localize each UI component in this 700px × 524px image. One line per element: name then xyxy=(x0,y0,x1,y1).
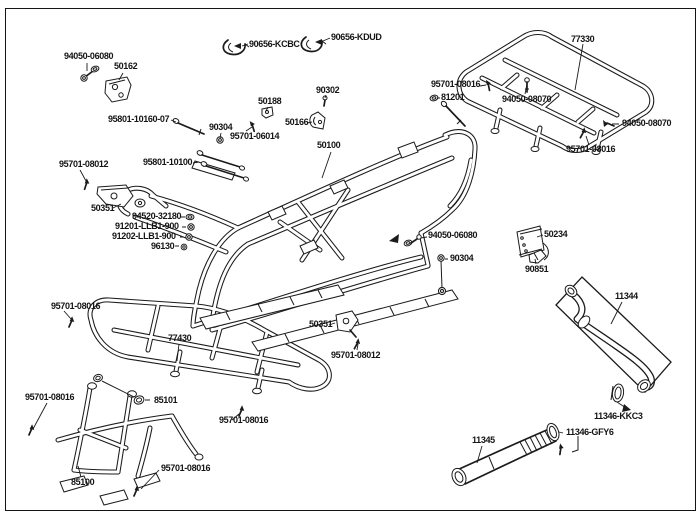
pipe-clamp-11346-kkc3 xyxy=(611,383,625,402)
part-label-11345: 11345 xyxy=(472,435,495,445)
part-label-96130: 96130 xyxy=(151,241,175,251)
part-label-77330: 77330 xyxy=(571,34,595,44)
part-label-85101: 85101 xyxy=(154,395,178,405)
part-label-95701-08016: 95701-08016 xyxy=(161,463,211,473)
part-label-90304: 90304 xyxy=(209,122,233,132)
part-label-94050-06080: 94050-06080 xyxy=(64,51,114,61)
part-label-50188: 50188 xyxy=(258,96,282,106)
part-label-50351: 50351 xyxy=(309,319,333,329)
part-label-11344: 11344 xyxy=(615,291,638,301)
part-label-95701-08016: 95701-08016 xyxy=(431,79,481,89)
part-label-85100: 85100 xyxy=(71,477,95,487)
part-label-77430: 77430 xyxy=(168,333,192,343)
part-label-95701-08016: 95701-08016 xyxy=(51,301,101,311)
part-label-11346-gfy6: 11346-GFY6 xyxy=(566,427,614,437)
part-label-95701-08012: 95701-08012 xyxy=(59,159,109,169)
part-label-11346-kkc3: 11346-KKC3 xyxy=(594,411,643,421)
part-label-90304: 90304 xyxy=(450,253,474,263)
part-label-50162: 50162 xyxy=(114,61,138,71)
part-label-90656-kdud: 90656-KDUD xyxy=(331,32,382,42)
part-label-94520-32180: 94520-32180 xyxy=(132,211,182,221)
part-label-95701-08016: 95701-08016 xyxy=(25,392,75,402)
part-label-81201: 81201 xyxy=(441,92,465,102)
tube-outlines xyxy=(58,33,652,477)
part-label-95801-10100: 95801-10100 xyxy=(143,157,193,167)
part-label-95701-08012: 95701-08012 xyxy=(331,350,381,360)
part-label-90656-kcbc: 90656-KCBC xyxy=(249,39,300,49)
part-label-90851: 90851 xyxy=(525,264,549,274)
part-label-91202-llb1-900: 91202-LLB1-900 xyxy=(112,231,176,241)
part-label-91201-llb1-900: 91201-LLB1-900 xyxy=(115,221,179,231)
part-label-94050-08070: 94050-08070 xyxy=(502,94,552,104)
part-label-94050-08070: 94050-08070 xyxy=(622,118,672,128)
exhaust-pipe-11345 xyxy=(449,429,556,488)
part-label-90302: 90302 xyxy=(316,85,340,95)
part-label-95701-08016: 95701-08016 xyxy=(566,144,616,154)
part-label-50234: 50234 xyxy=(544,229,568,239)
part-label-95701-06014: 95701-06014 xyxy=(230,131,280,141)
part-label-94050-06080: 94050-06080 xyxy=(428,230,478,240)
part-label-95701-08016: 95701-08016 xyxy=(219,415,269,425)
part-label-95801-10160-07: 95801-10160-07 xyxy=(108,114,170,124)
collar-85101 xyxy=(93,373,145,405)
tube-cores xyxy=(58,33,652,477)
part-label-50100: 50100 xyxy=(317,140,341,150)
part-label-50351: 50351 xyxy=(91,203,115,213)
part-label-50166: 50166 xyxy=(285,117,309,127)
hose-outer xyxy=(574,295,652,387)
